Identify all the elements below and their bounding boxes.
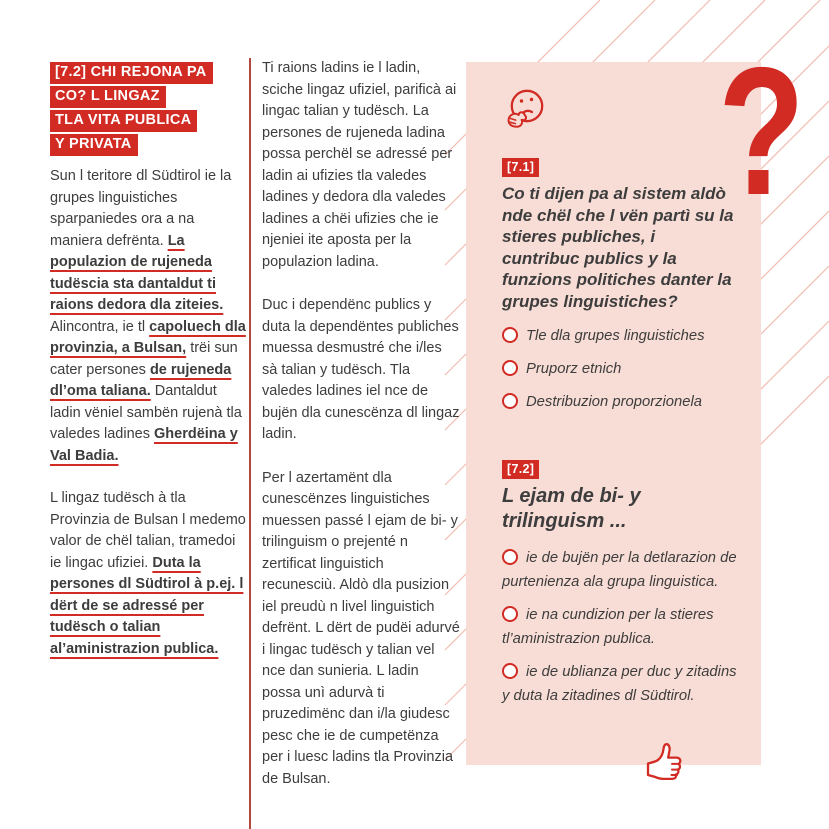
options-list-72: [502, 546, 737, 708]
radio-circle-icon[interactable]: [502, 393, 518, 409]
section-heading: [50, 62, 248, 156]
option-label: Tle dla grupes linguistiches: [526, 328, 705, 344]
heading-line: [7.2] CHI REJONA PA: [50, 62, 213, 84]
question-title-72: L ejam de bi- y trilinguism ...: [502, 485, 641, 532]
answer-option[interactable]: [502, 357, 737, 381]
option-label: ie de bujën per la detlarazion de purtenienza ala grupa linguistica.: [502, 550, 737, 590]
option-label: Pruporz etnich: [526, 361, 622, 377]
heading-line: Y PRIVATA: [50, 134, 138, 156]
body-text: L lingaz tudësch à tla Provinzia de Bulsan l medemo valor de chël talian, tramedoi ie lingac ufiziei.: [50, 490, 246, 571]
answer-option[interactable]: [502, 660, 737, 708]
question-tag-72: [7.2]: [502, 460, 539, 479]
column-divider: [249, 58, 251, 829]
answer-option[interactable]: [502, 603, 737, 651]
emphasized-text: Gherdëina y Val Badia.: [50, 426, 238, 464]
thumbs-up-icon: [642, 736, 688, 786]
middle-column: [262, 58, 460, 812]
option-label: ie na cundizion per la stieres tl’aministrazion publica.: [502, 607, 714, 647]
emphasized-text: Duta la persones dl Südtirol à p.ej. l dërt de se adressé per tudësch o talian al’aministrazion publica.: [50, 554, 244, 657]
paragraph: [262, 295, 460, 446]
emphasized-text: de rujeneda dl’oma taliana.: [50, 361, 232, 399]
options-list-71: [502, 324, 737, 414]
paragraph: [50, 166, 248, 467]
radio-circle-icon[interactable]: [502, 360, 518, 376]
body-text: Ti raions ladins ie l ladin, sciche lingaz ufiziel, parificà ai lingac talian y tudësch. La persones de rujeneda ladina possa perchël se adressé per ladin ai ufizies tla valedes ladines y dedora dla valedes ladines a chëi ufizies che ie njeniei ite aposta per la populazion ladina.: [262, 60, 457, 270]
option-label: Destribuzion proporzionela: [526, 394, 703, 410]
left-column: [50, 62, 248, 660]
paragraph: [262, 468, 460, 791]
question-tag-71: [7.1]: [502, 158, 539, 177]
thinking-face-icon: [502, 86, 550, 132]
body-text: Sun l teritore dl Südtirol ie la grupes linguistiches sparpaniedes ora a na maniera defrënta.: [50, 168, 232, 249]
body-text: Alincontra, ie tl: [50, 318, 150, 335]
option-label: ie de ublianza per duc y zitadins y duta la zitadines dl Südtirol.: [502, 664, 737, 704]
emphasized-text: La populazion de rujeneda tudëscia sta dantaldut ti raions dedora dla ziteies.: [50, 232, 224, 313]
radio-circle-icon[interactable]: [502, 606, 518, 622]
emphasized-text: capoluech dla provinzia, a Bulsan,: [50, 318, 246, 356]
body-text: trëi sun cater persones: [50, 340, 238, 378]
answer-option[interactable]: [502, 324, 737, 348]
middle-column-text: [262, 58, 460, 790]
paragraph: [50, 488, 248, 660]
paragraph: [262, 58, 460, 273]
left-column-text: [50, 166, 248, 660]
answer-option[interactable]: [502, 390, 737, 414]
heading-line: TLA VITA PUBLICA: [50, 110, 197, 132]
question-mark-decoration: ?: [718, 29, 805, 233]
body-text: Duc i dependënc publics y duta la dependëntes publiches muessa desmustré che i/les sà talian y tudësch. Tla valedes ladines iel nce de bujën dla cunescënza dl lingaz ladin.: [262, 297, 460, 442]
radio-circle-icon[interactable]: [502, 549, 518, 565]
radio-circle-icon[interactable]: [502, 327, 518, 343]
question-text-71: Co ti dijen pa al sistem aldò nde chël che l vën partì su la stieres publiches, i cuntribuc publics y la funzions politiches danter la grupes linguistiches?: [502, 184, 734, 311]
radio-circle-icon[interactable]: [502, 663, 518, 679]
heading-line: CO? L LINGAZ: [50, 86, 166, 108]
body-text: Dantaldut ladin vëniel sambën rujenà tla valedes ladines: [50, 383, 242, 442]
answer-option[interactable]: [502, 546, 737, 594]
quiz-panel: [466, 62, 761, 765]
body-text: Per l azertamënt dla cunescënzes linguistiches muessen passé l ejam de bi- y trilinguism o prejenté n zertificat linguistich recunesciù. Aldò dla pusizion iel preudù n livel linguistich defrënt. L dërt de pudëi adurvé i lingac tudësch y talian vel nce dan sunieria. L ladin possa unì adurvà ti pruzedimënc dan i/la giudesc pesc che ie de cumpetënza per i luesc ladins tla Provinzia de Bulsan.: [262, 469, 460, 787]
